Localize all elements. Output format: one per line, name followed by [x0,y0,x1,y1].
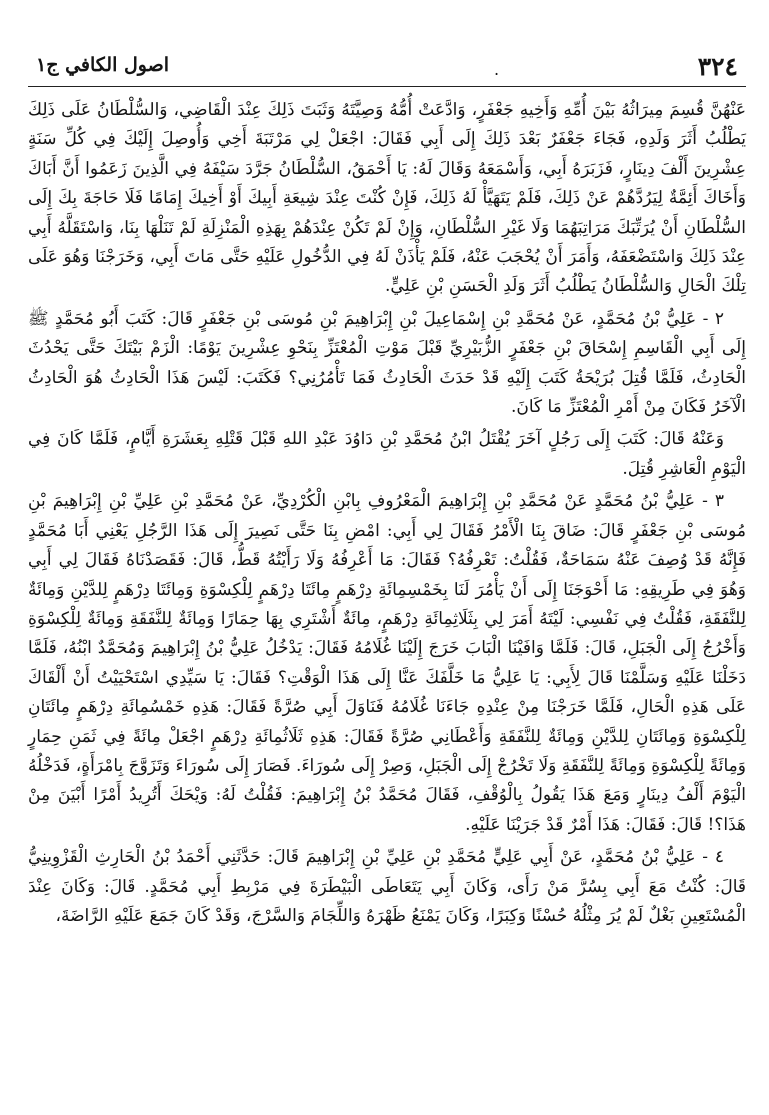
paragraph-narration: وَعَنْهُ قَالَ: كَتَبَ إِلَى رَجُلٍ آخَرَ يُقْتَلُ ابْنُ مُحَمَّدِ بْنِ دَاوُدَ عَبْدِ اللهِ قَبْلَ قَتْلِهِ بِعَشَرَةِ أَيَّامٍ، فَلَمَّا كَانَ فِي الْيَوْمِ الْعَاشِرِ قُتِلَ. [28,429,746,479]
paragraph-hadith-4: ٤ - عَلِيُّ بْنُ مُحَمَّدٍ، عَنْ أَبِي عَلِيٍّ مُحَمَّدِ بْنِ عَلِيِّ بْنِ إِبْرَاهِيمَ قَالَ: حَدَّثَنِي أَحْمَدُ بْنُ الْحَارِثِ الْقَزْوِينِيُّ قَالَ: كُنْتُ مَعَ أَبِي بِسُرَّ مَنْ رَأَى، وَكَانَ أَبِي يَتَعَاطَى الْبَيْطَرَةَ فِي مَرْبِطِ أَبِي مُحَمَّدٍ. قَالَ: وَكَانَ عِنْدَ الْمُسْتَعِينِ بَغْلٌ لَمْ يُرَ مِثْلُهُ حُسْنًا وَكِبَرًا، وَكَانَ يَمْنَعُ ظَهْرَهُ وَاللِّجَامَ وَالسَّرْجَ، وَقَدْ كَانَ جَمَعَ عَلَيْهِ الرَّاضَةَ، [28,847,746,926]
paragraph-hadith-3: ٣ - عَلِيُّ بْنُ مُحَمَّدٍ عَنْ مُحَمَّدِ بْنِ إِبْرَاهِيمَ الْمَعْرُوفِ بِابْنِ الْكُرْدِيِّ، عَنْ مُحَمَّدِ بْنِ عَلِيِّ بْنِ إِبْرَاهِيمَ بْنِ مُوسَى بْنِ جَعْفَرٍ قَالَ: ضَاقَ بِنَا الْأَمْرُ فَقَالَ لِي أَبِي: امْضِ بِنَا حَتَّى نَصِيرَ إِلَى هَذَا الرَّجُلِ يَعْنِي أَبَا مُحَمَّدٍ فَإِنَّهُ قَدْ وُصِفَ عَنْهُ سَمَاحَةٌ، فَقُلْتُ: تَعْرِفُهُ؟ فَقَالَ: مَا أَعْرِفُهُ وَلَا رَأَيْتُهُ قَطُّ، قَالَ: فَقَصَدْنَاهُ فَقَالَ لِي أَبِي وَهُوَ فِي طَرِيقِهِ: مَا أَحْوَجَنَا إِلَى أَنْ يَأْمُرَ لَنَا بِخَمْسِمِائَةِ دِرْهَمٍ مِائَتَا دِرْهَمٍ لِلْكِسْوَةِ وَمِائَتَا دِرْهَمٍ لِلدَّيْنِ وَمِائَةٌ لِلنَّفَقَةِ، فَقُلْتُ فِي نَفْسِي: لَيْتَهُ أَمَرَ لِي بِثَلَاثِمِائَةِ دِرْهَمٍ، مِائَةٌ أَشْتَرِي بِهَا حِمَارًا وَمِائَةٌ لِلنَّفَقَةِ وَمِائَةٌ لِلْكِسْوَةِ وَأَخْرُجُ إِلَى الْجَبَلِ، قَالَ: فَلَمَّا وَافَيْنَا الْبَابَ خَرَجَ إِلَيْنَا غُلَامُهُ فَقَالَ: يَدْخُلُ عَلِيُّ بْنُ إِبْرَاهِيمَ وَمُحَمَّدٌ ابْنُهُ، فَلَمَّا دَخَلْنَا عَلَيْهِ وَسَلَّمْنَا قَالَ لِأَبِي: يَا عَلِيُّ مَا خَلَّفَكَ عَنَّا إِلَى هَذَا الْوَقْتِ؟ فَقَالَ: يَا سَيِّدِي اسْتَحْيَيْتُ أَنْ أَلْقَاكَ عَلَى هَذِهِ الْحَالِ، فَلَمَّا خَرَجْنَا مِنْ عِنْدِهِ جَاءَنَا غُلَامُهُ فَنَاوَلَ أَبِي صُرَّةً فَقَالَ: هَذِهِ خَمْسُمِائَةِ دِرْهَمٍ مِائَتَانِ لِلْكِسْوَةِ وَمِائَتَانِ لِلدَّيْنِ وَمِائَةٌ لِلنَّفَقَةِ وَأَعْطَانِي صُرَّةً فَقَالَ: هَذِهِ ثَلَاثُمِائَةِ دِرْهَمٍ اجْعَلْ مِائَةً فِي ثَمَنِ حِمَارٍ وَمِائَةً لِلْكِسْوَةِ وَمِائَةً لِلنَّفَقَةِ وَلَا تَخْرُجْ إِلَى الْجَبَلِ، وَصِرْ إِلَى سُورَاءَ. فَصَارَ إِلَى سُورَاءَ وَتَزَوَّجَ بِامْرَأَةٍ، فَدَخْلُهُ الْيَوْمَ أَلْفُ دِينَارٍ وَمَعَ هَذَا يَقُولُ بِالْوُقْفِ، فَقَالَ مُحَمَّدُ بْنُ إِبْرَاهِيمَ: فَقُلْتُ لَهُ: وَيْحَكَ أَتُرِيدُ أَمْرًا أَبْيَنَ مِنْ هَذَا؟! قَالَ: فَقَالَ: هَذَا أَمْرٌ قَدْ جَرَيْنَا عَلَيْهِ. [28,491,746,835]
paragraph-continuation: عَنْهُنَّ قُسِمَ مِيرَاثُهُ بَيْنَ أُمِّهِ وَأَخِيهِ جَعْفَرٍ، وَادَّعَتْ أُمُّهُ وَصِيَّتَهُ وَثَبَتَ ذَلِكَ عِنْدَ الْقَاضِي، وَالسُّلْطَانُ عَلَى ذَلِكَ يَطْلُبُ أَثَرَ وَلَدِهِ، فَجَاءَ جَعْفَرٌ بَعْدَ ذَلِكَ إِلَى أَبِي فَقَالَ: اجْعَلْ لِي مَرْتَبَةَ أَخِي وَأُوصِلَ إِلَيْكَ فِي كُلِّ سَنَةٍ عِشْرِينَ أَلْفَ دِينَارٍ، فَزَبَرَهُ أَبِي، وَأَسْمَعَهُ وَقَالَ لَهُ: يَا أَحْمَقُ، السُّلْطَانُ جَرَّدَ سَيْفَهُ فِي الَّذِينَ زَعَمُوا أَنَّ أَبَاكَ وَأَخَاكَ أَئِمَّةٌ لِيَرُدَّهُمْ عَنْ ذَلِكَ، فَلَمْ يَتَهَيَّأْ لَهُ ذَلِكَ، فَإِنْ كُنْتَ عِنْدَ شِيعَةِ أَبِيكَ أَوْ أَخِيكَ إِمَامًا فَلَا حَاجَةَ بِكَ إِلَى السُّلْطَانِ أَنْ يُرَتِّبَكَ مَرَاتِبَهُمَا وَلَا غَيْرِ السُّلْطَانِ، وَإِنْ لَمْ تَكُنْ عِنْدَهُمْ بِهَذِهِ الْمَنْزِلَةِ لَمْ تَنَلْهَا بِنَا، وَاسْتَقَلَّهُ أَبِي عِنْدَ ذَلِكَ وَاسْتَضْعَفَهُ، وَأَمَرَ أَنْ يُحْجَبَ عَنْهُ، فَلَمْ يَأْذَنْ لَهُ فِي الدُّخُولِ عَلَيْهِ حَتَّى مَاتَ أَبِي، وَخَرَجْنَا وَهُوَ عَلَى تِلْكَ الْحَالِ وَالسُّلْطَانُ يَطْلُبُ أَثَرَ وَلَدِ الْحَسَنِ بْنِ عَلِيٍّ. [28,100,746,297]
page-number: ٣٢٤ [697,52,738,81]
paragraph-hadith-2: ٢ - عَلِيُّ بْنُ مُحَمَّدٍ، عَنْ مُحَمَّدِ بْنِ إِسْمَاعِيلَ بْنِ إِبْرَاهِيمَ بْنِ مُوسَى بْنِ جَعْفَرٍ قَالَ: كَتَبَ أَبُو مُحَمَّدٍ ﷺ إِلَى أَبِي الْقَاسِمِ إِسْحَاقَ بْنِ جَعْفَرٍ الزُّبَيْرِيِّ قَبْلَ مَوْتِ الْمُعْتَزِّ بِنَحْوِ عِشْرِينَ يَوْمًا: الْزَمْ بَيْتَكَ حَتَّى يَحْدُثَ الْحَادِثُ، فَلَمَّا قُتِلَ بُرَيْحَةُ كَتَبَ إِلَيْهِ قَدْ حَدَثَ الْحَادِثُ فَمَا تَأْمُرُنِي؟ فَكَتَبَ: لَيْسَ هَذَا الْحَادِثُ هُوَ الْحَادِثُ الْآخَرُ فَكَانَ مِنْ أَمْرِ الْمُعْتَزِّ مَا كَانَ. [28,308,746,418]
page-header [28,50,746,86]
page-body [28,96,746,1106]
book-title: اصول الكافي ج١ [36,54,170,76]
header-dot: . [494,60,500,79]
header-rule [28,86,746,87]
